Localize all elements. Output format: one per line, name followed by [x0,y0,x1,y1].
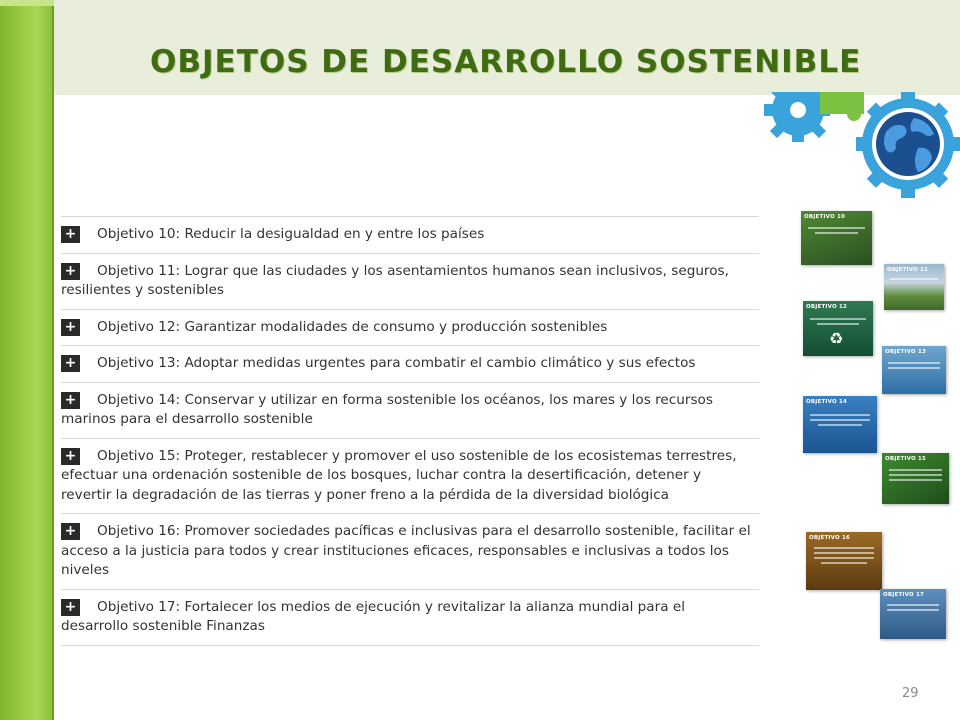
objective-text: Objetivo 11: Lograr que las ciudades y los asentamientos humanos sean inclusivos, seguros, resilientes y sostenibles [61,262,729,298]
objective-text: Objetivo 14: Conservar y utilizar en forma sostenible los océanos, los mares y los recursos marinos para el desarrollo sostenible [61,391,713,427]
list-item[interactable] [61,216,759,253]
objective-thumbnail [880,589,946,639]
list-item[interactable] [61,382,759,438]
objective-text: Objetivo 15: Proteger, restablecer y promover el uso sostenible de los ecosistemas terrestres, efectuar una ordenación sostenible de los bosques, luchar contra la desertificación, detener y revertir la degradación de las tierras y poner freno a la pérdida de la diversidad biológica [61,447,737,503]
plus-icon[interactable]: + [61,263,80,280]
list-item[interactable] [61,309,759,346]
objective-text: Objetivo 10: Reducir la desigualdad en y entre los países [97,226,485,242]
thumbnail-label: OBJETIVO 12 [806,304,848,310]
objective-text: Objetivo 16: Promover sociedades pacíficas e inclusivas para el desarrollo sostenible, facilitar el acceso a la justicia para todos y crear instituciones eficaces, responsables e inclusivas a todos los niveles [61,523,751,578]
plus-icon[interactable]: + [61,319,80,336]
left-accent-bar [0,0,54,720]
plus-icon[interactable]: + [61,599,80,616]
objective-thumbnail [882,453,949,504]
objective-thumbnail: OBJETIVO 12 ♻ [803,301,873,356]
thumbnail-label: OBJETIVO 11 [887,267,929,273]
objective-thumbnail [801,211,872,265]
list-item[interactable] [61,589,759,646]
objective-text: Objetivo 13: Adoptar medidas urgentes para combatir el cambio climático y sus efectos [97,355,696,371]
list-item[interactable] [61,513,759,589]
objective-thumbnail [882,346,946,394]
objective-thumbnail [803,396,877,453]
page-title: OBJETOS DE DESARROLLO SOSTENIBLE [150,44,862,80]
objective-text: Objetivo 17: Fortalecer los medios de ejecución y revitalizar la alianza mundial para el desarrollo sostenible Finanzas [61,598,686,634]
thumbnail-label: OBJETIVO 10 [804,214,846,220]
thumbnail-label: OBJETIVO 17 [883,592,925,598]
plus-icon[interactable]: + [61,355,80,372]
page-number: 29 [902,686,919,701]
plus-icon[interactable]: + [61,392,80,409]
list-item[interactable] [61,345,759,382]
thumbnail-label: OBJETIVO 15 [885,456,927,462]
plus-icon[interactable]: + [61,226,80,243]
objectives-list [61,216,759,646]
thumbnail-label: OBJETIVO 13 [885,349,927,355]
list-item[interactable] [61,253,759,309]
objective-thumbnail [884,264,944,310]
plus-icon[interactable]: + [61,448,80,465]
objective-text: Objetivo 12: Garantizar modalidades de consumo y producción sostenibles [97,318,608,335]
plus-icon[interactable]: + [61,523,80,540]
thumbnail-label: OBJETIVO 16 [809,535,851,541]
gears-globe-icon [758,92,960,204]
list-item[interactable] [61,438,759,514]
thumbnail-label: OBJETIVO 14 [806,399,848,405]
objective-thumbnail [806,532,882,590]
